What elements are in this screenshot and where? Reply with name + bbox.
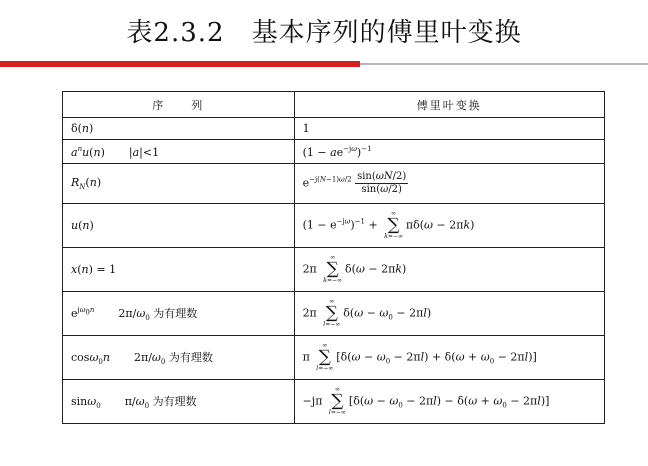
seq-cell: x(n) = 1 bbox=[63, 248, 295, 292]
table-row bbox=[63, 118, 605, 140]
header-fourier-transform: 傅里叶变换 bbox=[294, 92, 604, 118]
slide-title: 表2.3.2 基本序列的傅里叶变换 bbox=[126, 18, 522, 48]
table-row bbox=[63, 336, 605, 380]
seq-cell: u(n) bbox=[63, 204, 295, 248]
seq-cell: $a^nu(n)$ |a|<1 bbox=[63, 140, 295, 164]
summation-symbol: ∞ ∑ l=−∞ bbox=[328, 386, 346, 416]
title-underline bbox=[0, 61, 648, 67]
seq-cell: cosω$_0$n $2\pi/\omega_0$ 为有理数 bbox=[63, 336, 295, 380]
ft-cell: 2π ∞ ∑ l=−∞ $\delta(\omega - \omega_0 - 2\pi l)$ bbox=[294, 292, 604, 336]
fraction: $\frac{\sin(\omega N/2)}{\sin(\omega/2)}$ bbox=[357, 171, 407, 195]
summation-symbol: ∞ ∑ l=−∞ bbox=[316, 342, 334, 372]
table-header-row bbox=[63, 92, 605, 118]
table-row bbox=[63, 292, 605, 336]
title-underline-red bbox=[0, 61, 360, 67]
fourier-transform-table bbox=[62, 91, 605, 424]
ft-cell: $(1 - ae^{-j\omega})^{-1}$ bbox=[294, 140, 604, 164]
ft-cell: $e^{-j(N-1)\omega/2}$ $\frac{\sin(\omega N/2)}{\sin(\omega/2)}$ bbox=[294, 164, 604, 204]
seq-cell: $R_N(n)$ bbox=[63, 164, 295, 204]
table-row bbox=[63, 140, 605, 164]
summation-symbol: ∞ ∑ l=−∞ bbox=[323, 298, 341, 328]
table-row bbox=[63, 248, 605, 292]
title-underline-gray bbox=[360, 63, 648, 65]
table-row bbox=[63, 204, 605, 248]
ft-cell: 2π ∞ ∑ k=−∞ δ(ω − 2πk) bbox=[294, 248, 604, 292]
ft-cell: 1 bbox=[294, 118, 604, 140]
ft-cell: $(1 - e^{-j\omega})^{-1}$ + ∞ ∑ k=−∞ πδ(ω − 2πk) bbox=[294, 204, 604, 248]
table-row bbox=[63, 164, 605, 204]
header-sequence: 序 列 bbox=[63, 92, 295, 118]
seq-cell: $e^{j\omega_0n}$ $2\pi/\omega_0$ 为有理数 bbox=[63, 292, 295, 336]
seq-cell: δ(n) bbox=[63, 118, 295, 140]
ft-cell: −jπ ∞ ∑ l=−∞ $[\delta(\omega - \omega_0 - 2\pi l) - \delta(\omega + \omega_0 - 2\pi l)]$ bbox=[294, 380, 604, 424]
summation-symbol: ∞ ∑ k=−∞ bbox=[323, 254, 342, 284]
summation-symbol: ∞ ∑ k=−∞ bbox=[384, 210, 403, 240]
seq-cell: sinω$_0$ $\pi/\omega_0$ 为有理数 bbox=[63, 380, 295, 424]
ft-cell: π ∞ ∑ l=−∞ $[\delta(\omega - \omega_0 - 2\pi l) + \delta(\omega + \omega_0 - 2\pi l)]$ bbox=[294, 336, 604, 380]
table-row bbox=[63, 380, 605, 424]
